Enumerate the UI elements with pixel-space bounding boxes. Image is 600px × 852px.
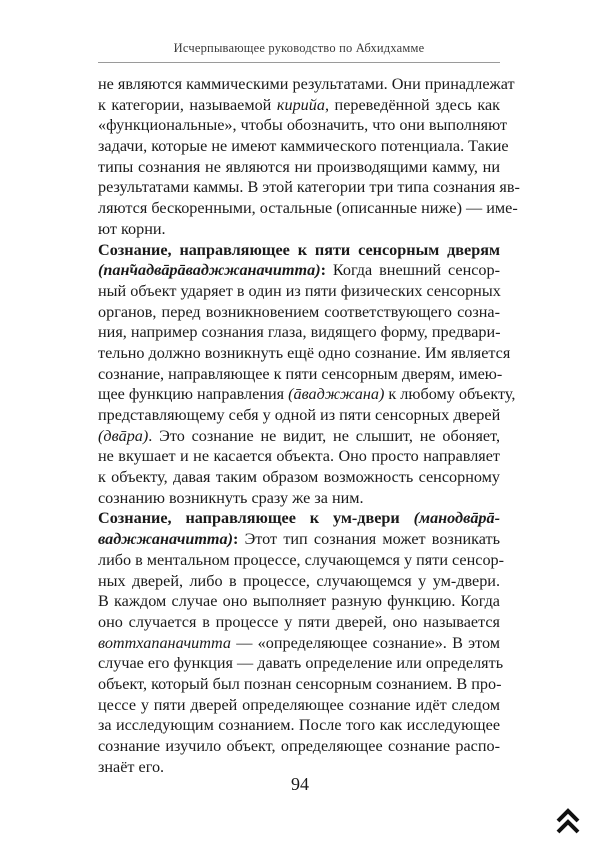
text-line [98, 508, 500, 529]
text-run: к категории, называемой [98, 95, 277, 114]
text-line: ных дверей, либо в процессе, случающемся у ум-двери. [98, 571, 500, 590]
heading-colon: : [320, 261, 326, 280]
text-line [98, 633, 500, 654]
text-line: оно случается в процессе у пяти дверей, оно называется [98, 612, 500, 631]
text-line: к объекту, давая таким образом возможность сенсорному [98, 468, 500, 487]
text-line: представляющему себя у одной из пяти сенсорных дверей [98, 406, 501, 424]
pali-term: ваджжаначитта) [98, 530, 233, 549]
text-line: случае его функция — давать определение или определять [98, 654, 504, 673]
text-line: объект, который был познан сенсорным сознанием. В про- [98, 674, 502, 693]
section-heading: Сознание, направляющее к ум-двери [98, 509, 400, 528]
text-line: органов, перед возникновением соответствующего созна- [98, 302, 500, 321]
page-body [98, 74, 520, 777]
text-line: результатами каммы. В этой категории три типа сознания яв- [98, 178, 520, 197]
text-line: В каждом случае оно выполняет разную функцию. Когда [98, 592, 500, 611]
text-line: «функциональные», чтобы обозначить, что они выполняют [98, 116, 508, 135]
pali-term: кирийа [276, 95, 325, 114]
text-line: за исследующим сознанием. После того как исследующее [98, 716, 500, 735]
text-line: не являются каммическими результатами. Они принадлежат [98, 75, 515, 93]
running-header: Исчерпывающее руководство по Абхидхамме [173, 41, 425, 55]
text-line [98, 529, 500, 550]
text-line: либо в ментальном процессе, случающемся у пяти сенсор- [98, 550, 505, 569]
pali-term: (āваджжана) [288, 385, 385, 404]
header-rule [98, 62, 500, 63]
text-line: сознание изучило объект, определяющее сознание распо- [98, 737, 500, 755]
text-line: ный объект ударяет в один из пяти физических сенсорных [98, 281, 501, 300]
text-line: типы сознания не являются ни производящими камму, ни [98, 157, 500, 176]
pali-term: воттхапаначитта [98, 633, 231, 652]
text-line [98, 384, 516, 405]
pali-term: (манодвāрā- [413, 509, 500, 528]
text-line: сознание, направляющее к пяти сенсорным дверям, имею- [98, 364, 503, 383]
pali-term: (двāра) [98, 426, 149, 445]
double-chevron-up-icon[interactable] [553, 806, 583, 836]
section-heading: Сознание, направляющее к пяти сенсорным дверям [98, 240, 500, 259]
text-run: Этот тип сознания может возникать [238, 530, 500, 549]
text-run: щее функцию направления [98, 385, 289, 404]
text-run: — «определяющее сознание». В этом [230, 633, 500, 652]
page-number: 94 [291, 774, 309, 794]
text-line: не вкушает и не касается объекта. Оно просто направляет [98, 447, 500, 466]
text-line: ляются бескоренными, остальные (описанные ниже) — име- [98, 199, 518, 218]
text-line: сознанию возникнуть сразу же за ним. [98, 488, 364, 507]
text-line [98, 260, 500, 281]
text-line [98, 240, 500, 261]
text-run: Когда внешний сенсор- [325, 261, 500, 280]
text-line: цессе у пяти дверей определяющее сознание идёт следом [98, 695, 500, 714]
heading-colon: : [233, 530, 239, 549]
text-line: задачи, которые не имеют каммического потенциала. Такие [98, 137, 509, 156]
text-line [98, 426, 500, 447]
text-run: , переведённой здесь как [324, 95, 500, 114]
text-run: к любому объекту, [384, 385, 516, 404]
text-line [98, 95, 500, 116]
text-line: ния, например сознания глаза, видящего форму, предвари- [98, 323, 501, 342]
text-line: знаёт его. [98, 757, 165, 776]
text-run: . Это сознание не видит, не слышит, не обоняет, [148, 426, 500, 445]
text-line: ют корни. [98, 219, 166, 238]
text-line: тельно должно возникнуть ещё одно сознание. Им является [98, 343, 511, 362]
pali-term: (пан̃чадвāрāваджжаначитта) [98, 261, 321, 280]
